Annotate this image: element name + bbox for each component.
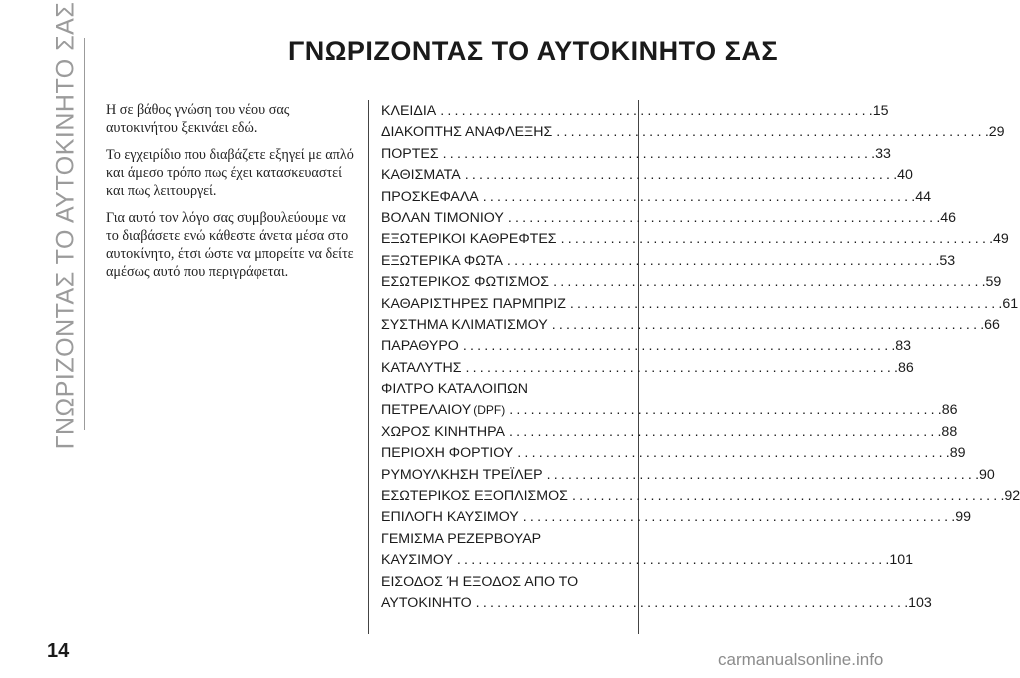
toc-entry — [381, 315, 1000, 336]
toc-entry-page: .90 — [975, 466, 995, 483]
toc-entry-title: ΕΠΙΛΟΓΗ ΚΑΥΣΙΜΟΥ — [381, 509, 519, 526]
toc-entry-page: .89 — [945, 445, 966, 462]
toc-entry-page: .83 — [891, 338, 912, 355]
toc-entry-title: ΕΣΩΤΕΡΙΚΟΣ ΦΩΤΙΣΜΟΣ — [381, 274, 550, 291]
toc-entry-page: .29 — [984, 124, 1005, 141]
toc-entry-title: ΠΑΡΑΘΥΡΟ — [381, 338, 459, 355]
toc-leader-dots: ............................................................ — [556, 124, 985, 141]
toc-entry — [381, 144, 891, 165]
toc-entry-title: ΠΟΡΤΕΣ — [381, 145, 439, 162]
toc-entry — [381, 229, 1009, 250]
toc-leader-dots: ............................................................ — [440, 103, 869, 119]
toc-leader-dots: ............................................................ — [546, 466, 976, 483]
toc-entry-line — [381, 529, 630, 550]
toc-entry-title: ΕΞΩΤΕΡΙΚΑ ΦΩΤΑ — [381, 252, 503, 269]
intro-paragraph: Η σε βάθος γνώση του νέου σας αυτοκινήτου ξεκινάει εδώ. — [106, 102, 290, 136]
toc-entry-title: ΕΣΩΤΕΡΙΚΟΣ ΕΞΟΠΛΙΣΜΟΣ — [381, 488, 568, 505]
toc-leader-dots: ............................................................ — [442, 145, 872, 162]
toc-entry-title: ΕΞΩΤΕΡΙΚΟΙ ΚΑΘΡΕΦΤΕΣ — [381, 231, 557, 248]
toc-entry — [381, 400, 958, 421]
toc-leader-dots: ............................................................ — [475, 594, 905, 611]
toc-leader-dots: ............................................................ — [507, 209, 937, 226]
toc-entry-title: ΑΥΤΟΚΙΝΗΤΟ — [381, 594, 472, 611]
side-section-title-text: ΓΝΩΡΙΖΟΝΤΑΣ ΤΟ ΑΥΤΟΚΙΝΗΤΟ ΣΑΣ — [51, 1, 80, 449]
toc-entry — [381, 101, 889, 122]
toc-entry-title: ΚΑΘΑΡΙΣΤΗΡΕΣ ΠΑΡΜΠΡΙΖ — [381, 295, 566, 312]
toc-entry-title: ΚΑΤΑΛΥΤΗΣ — [381, 359, 462, 376]
toc-entry — [381, 593, 932, 614]
toc-entry-page: .88 — [937, 423, 958, 440]
toc-entry-page: .99 — [951, 509, 972, 526]
toc-entry-title: ΠΡΟΣΚΕΦΑΛΑ — [381, 188, 479, 205]
toc-leader-dots: ............................................................ — [522, 509, 952, 526]
column-divider-left — [368, 100, 369, 634]
toc-entry — [381, 507, 972, 528]
toc-entry — [381, 358, 914, 379]
toc-entry-title: ΡΥΜΟΥΛΚΗΣΗ ΤΡΕΪΛΕΡ — [381, 466, 543, 483]
toc-entry-title: ΦΙΛΤΡΟ ΚΑΤΑΛΟΙΠΩΝ — [381, 381, 528, 398]
toc-entry-page: .92 — [1000, 488, 1020, 505]
toc-entry-title: ΧΩΡΟΣ ΚΙΝΗΤΗΡΑ — [381, 423, 505, 440]
toc-entry-title: ΓΕΜΙΣΜΑ ΡΕΖΕΡΒΟΥΑΡ — [381, 530, 542, 547]
toc-entry-title: ΕΙΣΟΔΟΣ Ή ΕΞΟΔΟΣ ΑΠΟ ΤΟ — [381, 573, 579, 590]
toc-entry — [381, 165, 913, 186]
toc-entry-page: .40 — [893, 167, 913, 184]
table-of-contents — [381, 101, 1020, 614]
toc-leader-dots: ............................................................ — [509, 402, 938, 419]
toc-entry-page: .103 — [904, 594, 932, 611]
toc-entry-page: .86 — [937, 402, 958, 419]
toc-entry-title: ΣΥΣΤΗΜΑ ΚΛΙΜΑΤΙΣΜΟΥ — [381, 316, 548, 333]
toc-entry — [381, 272, 1002, 293]
toc-entry-page: .49 — [989, 231, 1009, 248]
side-section-title — [48, 1, 84, 449]
toc-entry — [381, 550, 914, 571]
toc-entry — [381, 486, 1020, 507]
toc-entry-title: ΚΑΘΙΣΜΑΤΑ — [381, 167, 461, 184]
toc-entry-page: .33 — [871, 145, 891, 162]
toc-leader-dots: ............................................................ — [508, 423, 938, 440]
toc-leader-dots: ............................................................ — [551, 316, 981, 333]
toc-entry — [381, 208, 957, 229]
toc-leader-dots: ............................................................ — [465, 359, 895, 376]
toc-entry — [381, 443, 966, 464]
toc-leader-dots: ............................................................ — [482, 188, 912, 205]
toc-entry-title: ΚΑΥΣΙΜΟΥ — [381, 552, 453, 569]
toc-leader-dots: ............................................................ — [464, 167, 894, 184]
toc-entry — [381, 294, 1019, 315]
toc-entry — [381, 422, 958, 443]
toc-entry-title: ΒΟΛΑΝ ΤΙΜΟΝΙΟΥ — [381, 209, 504, 226]
toc-entry-page: .46 — [936, 209, 957, 226]
toc-entry-title: ΔΙΑΚΟΠΤΗΣ ΑΝΑΦΛΕΞΗΣ — [381, 124, 553, 141]
page-title: ΓΝΩΡΙΖΟΝΤΑΣ ΤΟ ΑΥΤΟΚΙΝΗΤΟ ΣΑΣ — [288, 36, 779, 66]
toc-entry — [381, 251, 956, 272]
toc-entry-title: ΠΕΡΙΟΧΗ ΦΟΡΤΙΟΥ — [381, 445, 514, 462]
toc-entry-page: .59 — [981, 274, 1002, 291]
toc-entry-page: .53 — [935, 252, 956, 269]
toc-entry-page: .61 — [998, 295, 1019, 312]
toc-leader-dots: ............................................................ — [462, 338, 892, 355]
toc-leader-dots: ............................................................ — [553, 274, 982, 291]
side-divider — [84, 38, 85, 430]
toc-entry-title: ΠΕΤΡΕΛΑΙΟΥ — [381, 402, 472, 419]
toc-entry-page: .101 — [885, 552, 914, 569]
toc-entry-title: ΚΛΕΙΔΙΑ — [381, 103, 437, 119]
toc-entry — [381, 122, 1005, 143]
toc-entry-page: .86 — [894, 359, 914, 376]
page-number: 14 — [47, 640, 70, 662]
toc-entry-page: .44 — [911, 188, 932, 205]
toc-leader-dots: ............................................................ — [506, 252, 936, 269]
toc-entry — [381, 465, 995, 486]
toc-entry — [381, 187, 932, 208]
intro-text — [106, 101, 358, 290]
intro-paragraph: Για αυτό τον λόγο σας συμβουλεύουμε να το διαβάσετε ενώ κάθεστε άνετα μέσα στο αυτοκίνητο, έτσι ώστε να μπορείτε να δείτε αμέσως αυτό που περιγράφεται. — [106, 210, 354, 280]
toc-leader-dots: ............................................................ — [560, 231, 990, 248]
toc-entry-page: .66 — [980, 316, 1000, 333]
toc-entry-line — [381, 572, 630, 593]
watermark: carmanualsonline.info — [718, 650, 884, 669]
toc-entry-note: (DPF) — [473, 403, 506, 418]
toc-leader-dots: ............................................................ — [571, 488, 1001, 505]
toc-leader-dots: ............................................................ — [569, 295, 999, 312]
toc-entry-page: .15 — [868, 103, 889, 119]
toc-entry — [381, 336, 912, 357]
toc-leader-dots: ............................................................ — [456, 552, 886, 569]
toc-entry-line — [381, 379, 630, 400]
toc-leader-dots: ............................................................ — [517, 445, 946, 462]
intro-paragraph: Το εγχειρίδιο που διαβάζετε εξηγεί με απλό και άμεσο τρόπο πως έχει κατασκευαστεί και πως λειτουργεί. — [106, 147, 354, 199]
